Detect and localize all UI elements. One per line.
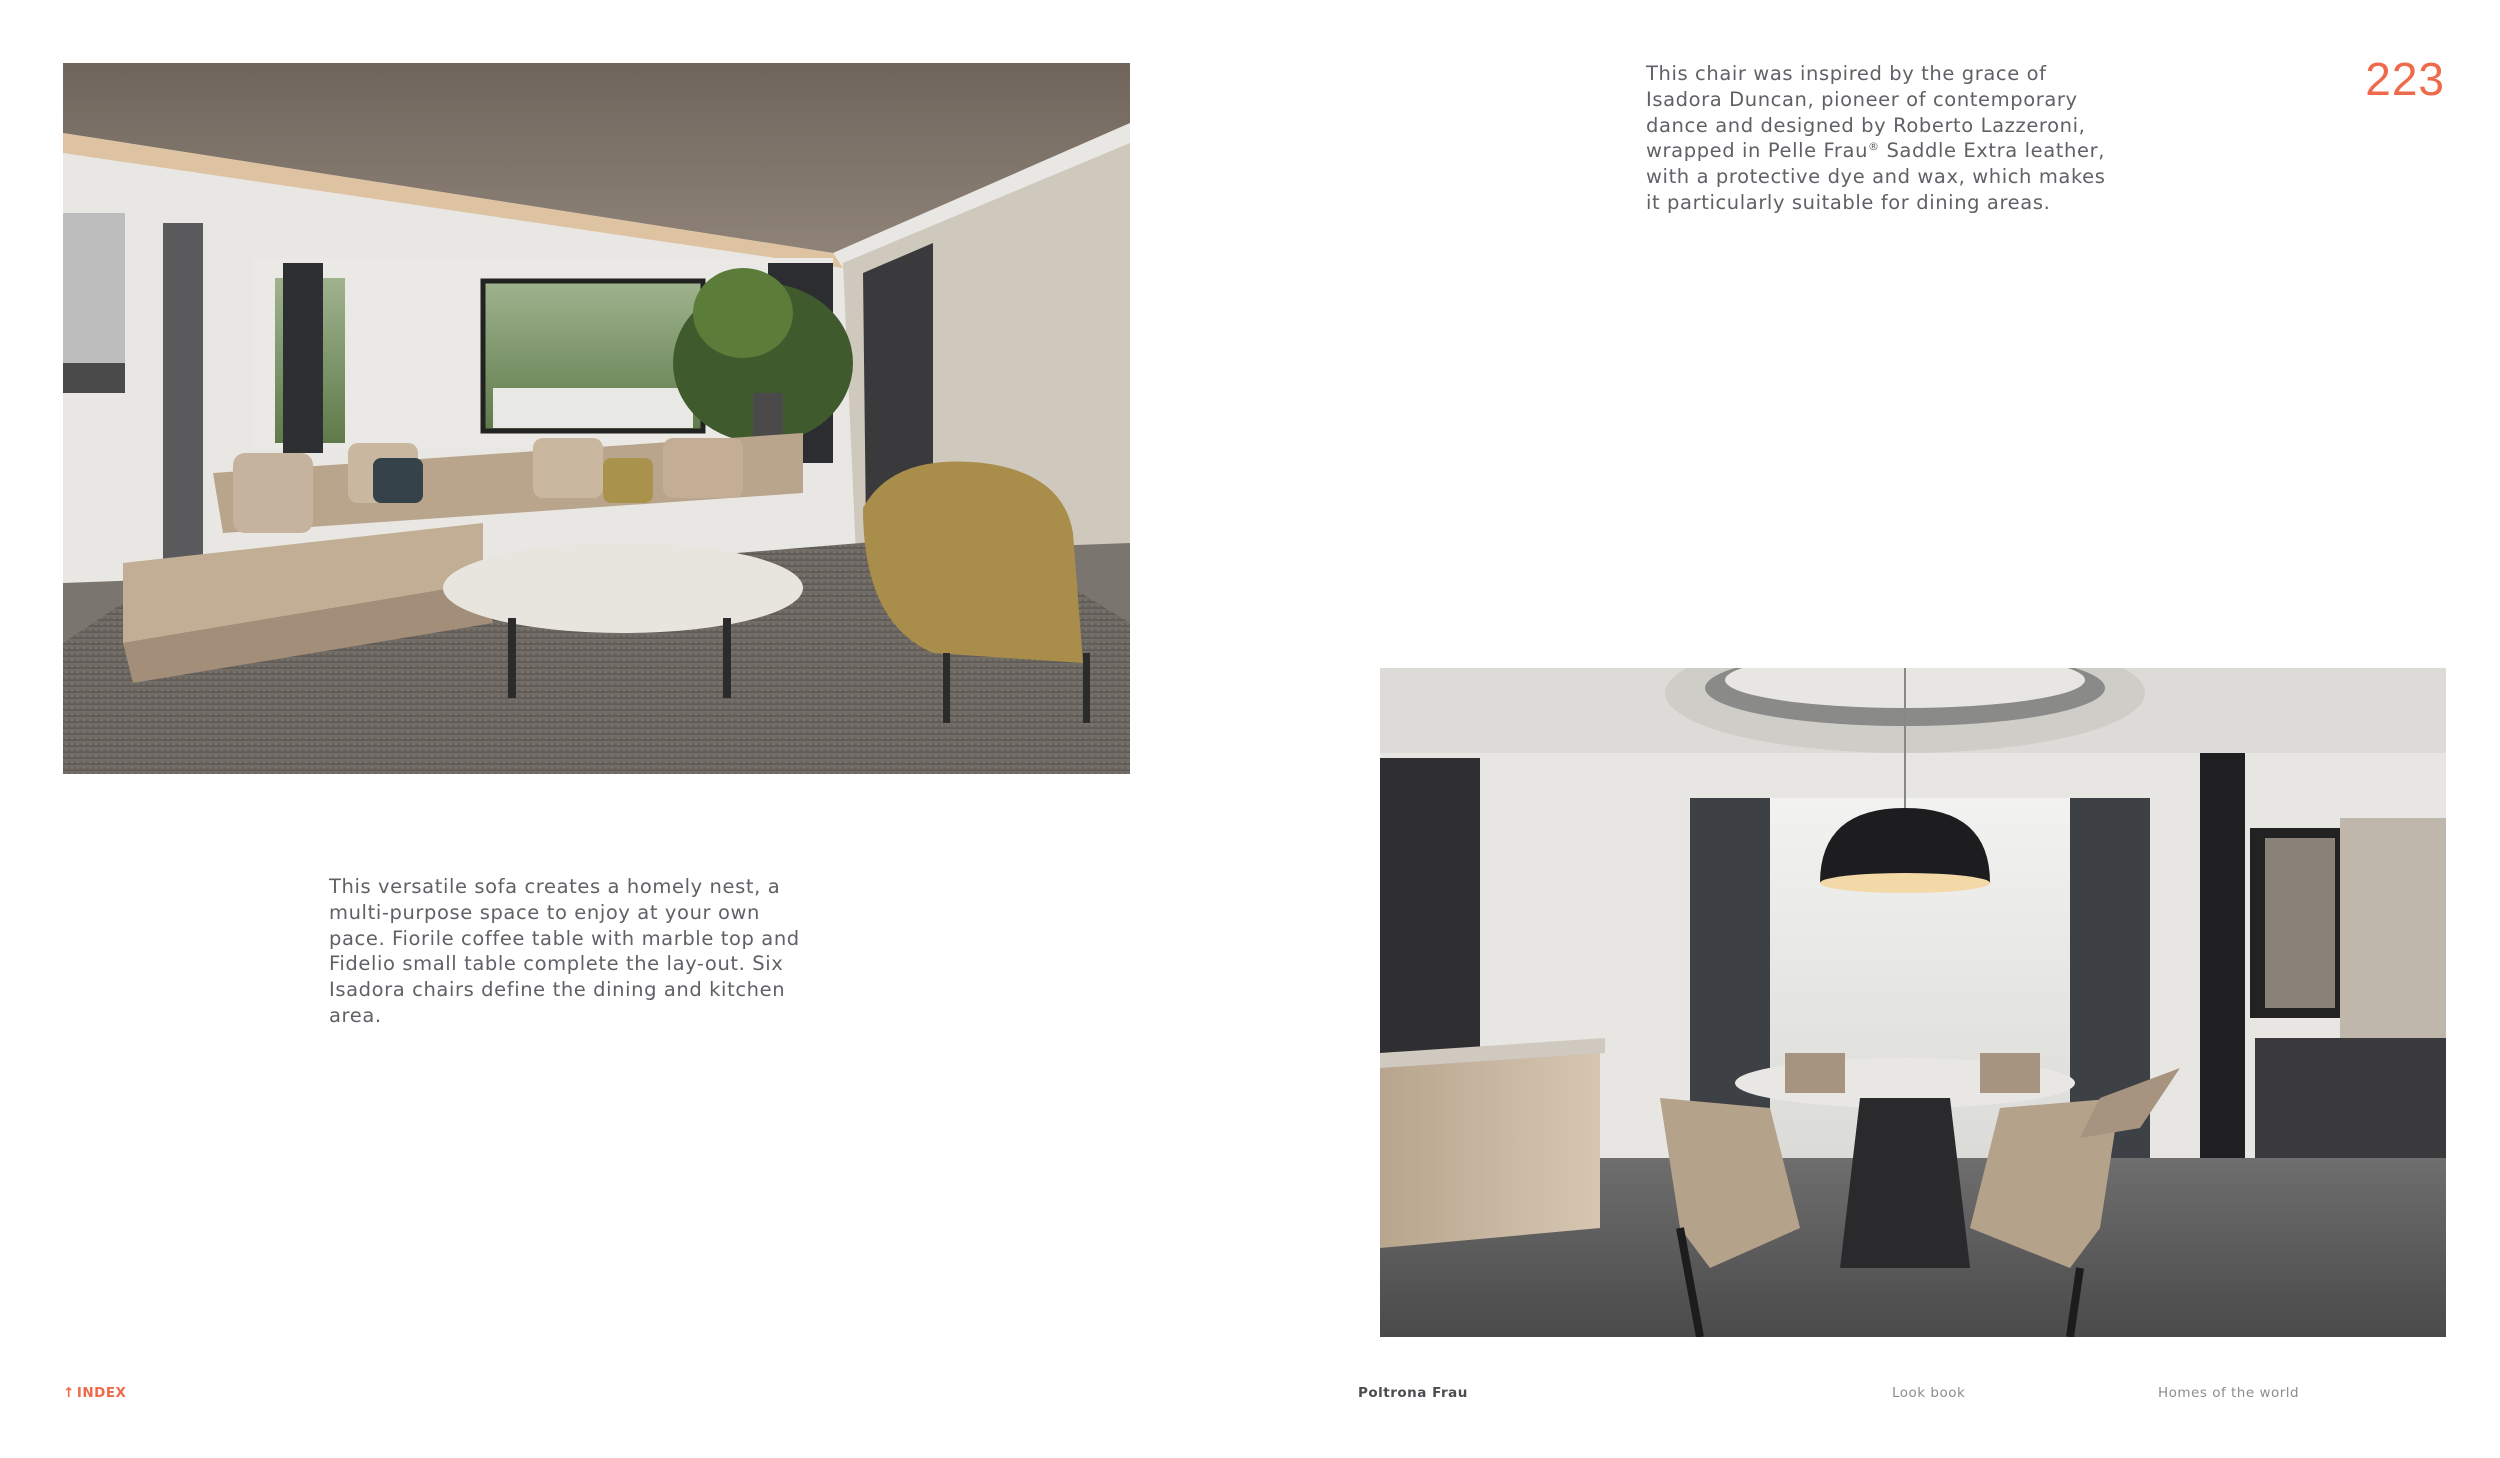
dining-room-photo — [1380, 668, 2446, 1337]
index-link[interactable] — [63, 1385, 126, 1401]
chair-caption-text: This chair was inspired by the grace of Isadora Duncan, pioneer of contemporary dance and designed by Roberto Lazzeroni, wrapped in Pelle Frau — [1646, 62, 2086, 163]
index-label: INDEX — [76, 1385, 127, 1401]
footer-section-title: Homes of the world — [2158, 1385, 2300, 1401]
arrow-up-icon: ↑ — [63, 1385, 75, 1401]
sofa-caption: This versatile sofa creates a homely nest, a multi-purpose space to enjoy at your own pace. Fiorile coffee table with marble top and Fidelio small table complete the lay-out. Six Isadora chairs define the dining and kitchen area. — [329, 875, 800, 1027]
footer-brand: Poltrona Frau — [1358, 1385, 1468, 1401]
living-room-photo — [63, 63, 1130, 774]
page-number: 223 — [2365, 53, 2445, 105]
chair-caption-rest: Saddle Extra leather, with a protective dye and wax, which makes it particularly suitable for dining areas. — [1646, 139, 2106, 214]
chair-caption — [1646, 61, 2116, 216]
footer-book-title: Look book — [1892, 1385, 1966, 1401]
registered-mark: ® — [1868, 140, 1880, 154]
